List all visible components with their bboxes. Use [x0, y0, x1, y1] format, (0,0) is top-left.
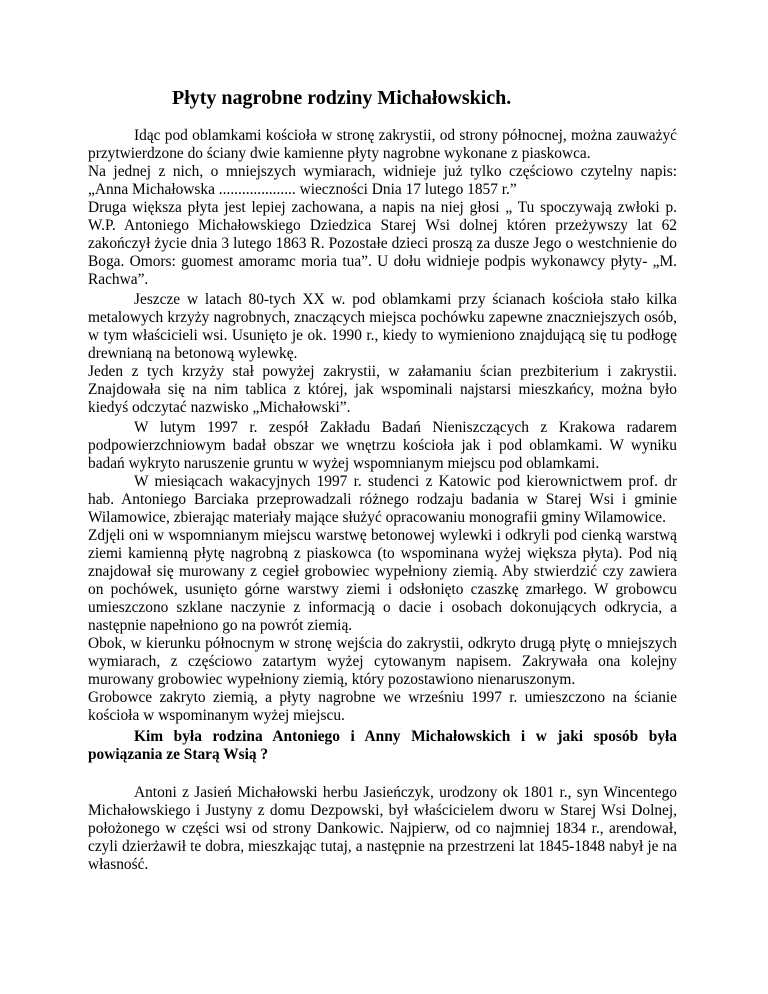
paragraph: Idąc pod oblamkami kościoła w stronę zakrystii, od strony północnej, można zauważyć przytwierdzone do ściany dwie kamienne płyty nagrobne wykonane z piaskowca. — [88, 127, 677, 162]
paragraph: W lutym 1997 r. zespół Zakładu Badań Nieniszczących z Krakowa radarem podpowierzchniowym badał obszar we wnętrzu kościoła jak i pod oblamkami. W wyniku badań wykryto naruszenie gruntu w wyżej wspomnianym miejscu pod oblamkami. — [88, 419, 677, 472]
paragraph: Grobowce zakryto ziemią, a płyty nagrobne we wrześniu 1997 r. umieszczono na ścianie kościoła w wspominanym wyżej miejscu. — [88, 689, 677, 724]
section-metal-crosses — [88, 291, 677, 417]
paragraph: W miesiącach wakacyjnych 1997 r. studenci z Katowic pod kierownictwem prof. dr hab. Antoniego Barciaka przeprowadzali różnego rodzaju badania w Starej Wsi i gminie Wilamowice, zbierając materiały mające służyć opracowaniu monografii gminy Wilamowice. — [88, 473, 677, 526]
paragraph: Antoni z Jasień Michałowski herbu Jasieńczyk, urodzony ok 1801 r., syn Wincentego Michałowskiego i Justyny z domu Dezpowski, był właścicielem dworu w Starej Wsi Dolnej, położonego w części wsi od strony Dankowic. Najpierw, od co najmniej 1834 r., arendował, czyli dzierżawił te dobra, mieszkając tutaj, a następnie na przestrzeni lat 1845-1848 nabył je na własność. — [88, 784, 677, 873]
section-grave-plates — [88, 127, 677, 289]
paragraph: Jeszcze w latach 80-tych XX w. pod oblamkami przy ścianach kościoła stało kilka metalowych krzyży nagrobnych, znaczących miejsca pochówku zapewne znaczniejszych osób, w tym właścicieli wsi. Usunięto je ok. 1990 r., kiedy to wymieniono znajdującą się tu podłogę drewnianą na betonową wylewkę. — [88, 291, 677, 362]
section-question — [88, 728, 677, 764]
paragraph: Jeden z tych krzyży stał powyżej zakrystii, w załamaniu ścian prezbiterium i zakrystii. Znajdowała się na nim tablica z której, jak wspominali najstarsi mieszkańcy, można było kiedyś odczytać nazwisko „Michałowski”. — [88, 363, 677, 416]
paragraph: Obok, w kierunku północnym w stronę wejścia do zakrystii, odkryto drugą płytę o mniejszych wymiarach, z częściowo zatartym wyżej cytowanym napisem. Zakrywała ona kolejny murowany grobowiec wypełniony ziemią, który pozostawiono nienaruszonym. — [88, 635, 677, 688]
section-antoni-biography — [88, 784, 677, 874]
question-heading: Kim była rodzina Antoniego i Anny Michałowskich i w jaki sposób była powiązania ze Starą Wsią ? — [88, 728, 677, 763]
paragraph: Na jednej z nich, o mniejszych wymiarach, widnieje już tylko częściowo czytelny napis: „Anna Michałowska .................... wieczności Dnia 17 lutego 1857 r.” — [88, 163, 677, 198]
paragraph: Druga większa płyta jest lepiej zachowana, a napis na niej głosi „ Tu spoczywają zwłoki p. W.P. Antoniego Michałowskiego Dziedzica Starej Wsi dolnej któren przeżywszy lat 62 zakończył życie dnia 3 lutego 1863 R. Pozostałe dzieci proszą za dusze Jego o westchnienie do Boga. Omors: guomest amoramc moria tua”. U dołu widnieje podpis wykonawcy płyty- „M. Rachwa”. — [88, 199, 677, 288]
paragraph: Zdjęli oni w wspomnianym miejscu warstwę betonowej wylewki i odkryli pod cienką warstwą ziemi kamienną płytę nagrobną z piaskowca (to wspominana wyżej większa płyta). Pod nią znajdował się murowany z cegieł grobowiec wypełniony ziemią. Aby stwierdzić czy zawiera on pochówek, usunięto górne warstwy ziemi i odsłonięto czaszkę zmarłego. W grobowcu umieszczono szklane naczynie z informacją o dacie i osobach dokonujących odkrycia, a następnie napełniono go na powrót ziemią. — [88, 527, 677, 634]
page-title: Płyty nagrobne rodziny Michałowskich. — [172, 87, 512, 109]
section-research-1997 — [88, 419, 677, 725]
